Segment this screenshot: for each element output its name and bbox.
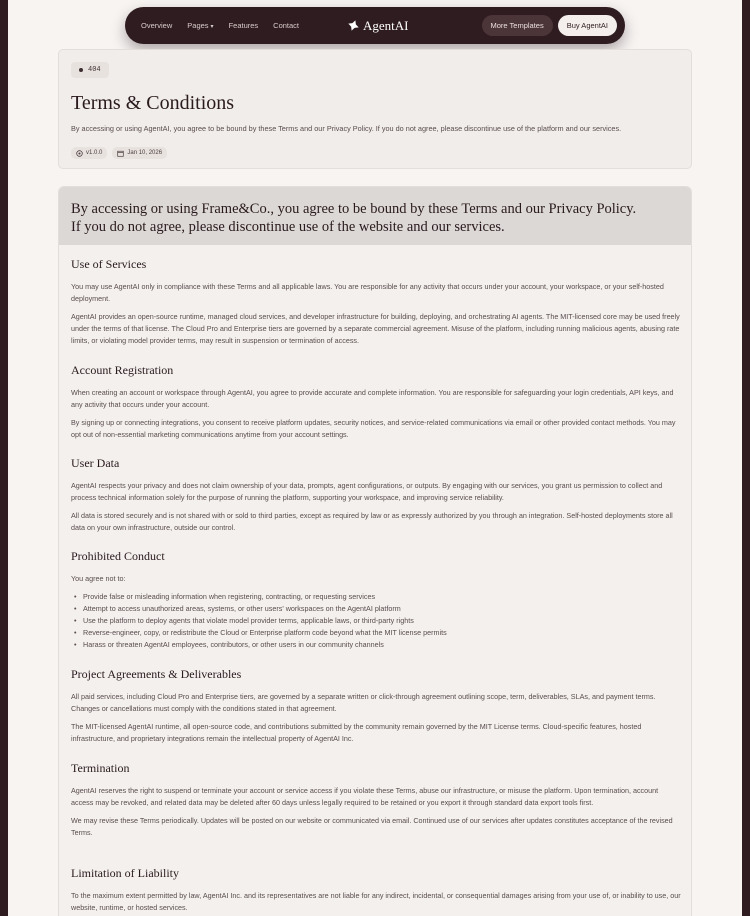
version-chip [71,147,107,159]
section-paragraph: By signing up or connecting integrations, you consent to receive platform updates, security notices, and service-related communications via email or other provided contact methods. You may opt out of non-essential marketing communications anytime from your account settings. [71,418,676,439]
date-label: Jan 10, 2026 [127,150,163,156]
buy-button[interactable]: Buy AgentAI [558,15,617,36]
section-title: Termination [71,761,130,775]
section-prohibited-conduct [71,549,681,651]
nav-link-overview[interactable]: Overview [141,21,173,30]
logo-mark-icon [348,20,359,31]
section-title: Project Agreements & Deliverables [71,667,242,681]
section-paragraph: To the maximum extent permitted by law, AgentAI Inc. and its representatives are not liable for any indirect, incidental, or consequential damages arising from your use of, or inability to use, our website, runtime, or hosted services. [71,891,681,912]
page [8,0,742,916]
section-title: Use of Services [71,257,147,271]
dot-icon [79,68,83,72]
section-paragraph: The MIT-licensed AgentAI runtime, all open-source code, and contributions submitted by the community remain governed by the MIT License terms. Cloud-specific features, hosted infrastructure, and proprietary integrations remain the intellectual property of AgentAI Inc. [71,722,642,743]
nav-links [141,21,314,30]
section-title: Account Registration [71,363,174,377]
list-item: • Use the platform to deploy agents that violate model provider terms, applicable laws, or third-party rights [71,615,681,627]
section-paragraph: All paid services, including Cloud Pro and Enterprise tiers, are governed by a separate written or click-through agreement outlining scope, term, deliverables, SLAs, and payment terms. Changes or cancellations must comply with the conditions stated in that agreement. [71,692,656,713]
more-templates-button[interactable]: More Templates [482,15,553,36]
section-paragraph: All data is stored securely and is not shared with or sold to third parties, except as required by law or as expressly authorized by you through an integration. Self-hosted deployments store all data on your own infrastructure, outside our control. [71,511,673,532]
nav-link-pages-label: Pages [187,21,209,30]
list-item: • Harass or threaten AgentAI employees, contributors, or other users in our community channels [71,639,681,651]
list-item: • Provide false or misleading information when registering, contracting, or requesting services [71,591,681,603]
nav-buttons [482,15,618,36]
section-paragraph: When creating an account or workspace through AgentAI, you agree to provide accurate and complete information. You are responsible for safeguarding your login credentials, API keys, and any activity that occurs under your account. [71,388,674,409]
calendar-icon [117,150,124,157]
section-paragraph: AgentAI provides an open-source runtime, managed cloud services, and developer infrastructure for building, deploying, and orchestrating AI agents. The MIT-licensed core may be used freely under the terms of that license. The Cloud Pro and Enterprise tiers are governed by a separate commercial agreement. Misuse of the platform, including running malicious agents, abusing rate limits, or violating model provider terms, may result in suspension or termination of access. [71,312,680,345]
page-subtitle: By accessing or using AgentAI, you agree to be bound by these Terms and our Privacy Policy. If you do not agree, please discontinue use of the platform and our services. [71,124,622,133]
section-title: Prohibited Conduct [71,549,165,563]
section-limitation-of-liability [71,866,681,916]
logo[interactable] [348,7,409,44]
logo-text: AgentAI [363,17,409,33]
intro-line-1: By accessing or using Frame&Co., you agree to be bound by these Terms and our Privacy Policy. [71,201,637,217]
intro-line-2: If you do not agree, please discontinue use of the website and our services. [71,219,505,235]
meta-chips [71,147,167,159]
section-paragraph: We may revise these Terms periodically. Updates will be posted on our website or communicated via email. Continued use of our services after updates constitutes acceptance of the revised Terms. [71,816,673,837]
list-item: • Attempt to access unauthorized areas, systems, or other users' workspaces on the AgentAI platform [71,603,681,615]
section-title: Limitation of Liability [71,866,179,880]
section-termination [71,761,681,845]
version-label: v1.0.0 [86,150,103,156]
nav-link-features[interactable]: Features [228,21,259,30]
nav-link-pages[interactable] [187,21,213,30]
prohibited-list [71,591,681,651]
terms-content-card [58,186,692,916]
list-item: • Reverse-engineer, copy, or redistribute the Cloud or Enterprise platform code beyond what the MIT license permits [71,627,681,639]
section-project-agreements [71,667,681,751]
top-navbar [125,7,625,44]
section-paragraph: You agree not to: [71,574,126,583]
section-title: User Data [71,456,120,470]
status-badge [71,62,109,78]
terms-intro [59,187,691,245]
page-title: Terms & Conditions [71,92,235,114]
section-paragraph: You may use AgentAI only in compliance with these Terms and all applicable laws. You are responsible for any activity that occurs under your account, your workspace, or your self-hosted deployment. [71,282,664,303]
section-paragraph: AgentAI reserves the right to suspend or terminate your account or service access if you violate these Terms, abuse our infrastructure, or misuse the platform. Upon termination, account access may be revoked, and related data may be deleted after 60 days unless legally required to be retained or you export it through standard data export tools first. [71,786,659,807]
section-use-of-services [71,257,681,353]
chevron-down-icon: ▾ [210,24,214,30]
nav-link-contact[interactable]: Contact [273,21,300,30]
date-chip [112,147,167,159]
version-icon [76,150,83,157]
section-user-data [71,456,681,540]
section-account-registration [71,363,681,447]
section-paragraph: AgentAI respects your privacy and does not claim ownership of your data, prompts, agent configurations, or outputs. By engaging with our services, you grant us permission to collect and process technical information solely for the purpose of running the platform, supporting your workspace, and improving service reliability. [71,481,663,502]
badge-label: 404 [88,66,101,74]
header-card [58,49,692,169]
